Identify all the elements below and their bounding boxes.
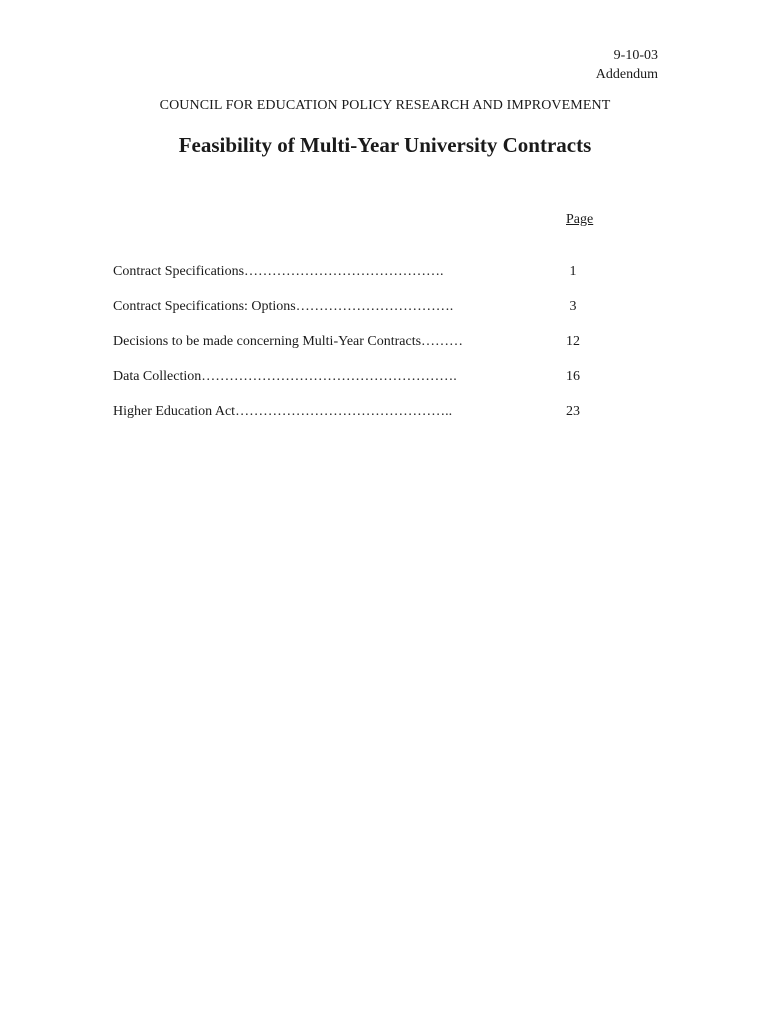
toc-entry-page: 12: [566, 334, 580, 349]
toc-entry-label: Contract Specifications: Options…………………………….: [113, 299, 454, 314]
toc-entry-page: 3: [569, 299, 577, 314]
toc-entry-page: 1: [569, 264, 577, 279]
toc-entry-label: Decisions to be made concerning Multi-Year Contracts………: [113, 334, 464, 349]
document-title: Feasibility of Multi-Year University Contracts: [178, 133, 592, 157]
toc-entry-label: Contract Specifications…………………………………….: [113, 264, 444, 279]
toc-page-heading: Page: [566, 212, 594, 227]
table-of-contents: [113, 264, 613, 439]
organization-name: COUNCIL FOR EDUCATION POLICY RESEARCH AND IMPROVEMENT: [159, 98, 611, 113]
toc-entry-contract-specifications-options: [113, 299, 613, 334]
toc-entry-label: Higher Education Act………………………………………..: [113, 404, 453, 419]
toc-entry-contract-specifications: [113, 264, 613, 299]
document-date: 9-10-03: [613, 48, 658, 63]
toc-entry-higher-education-act: [113, 404, 613, 439]
document-header: [596, 46, 658, 84]
toc-entry-decisions: [113, 334, 613, 369]
addendum-label: Addendum: [595, 67, 658, 82]
toc-entry-page: 16: [566, 369, 580, 384]
toc-entry-label: Data Collection……………………………………………….: [113, 369, 457, 384]
toc-entry-page: 23: [566, 404, 580, 419]
toc-entry-data-collection: [113, 369, 613, 404]
